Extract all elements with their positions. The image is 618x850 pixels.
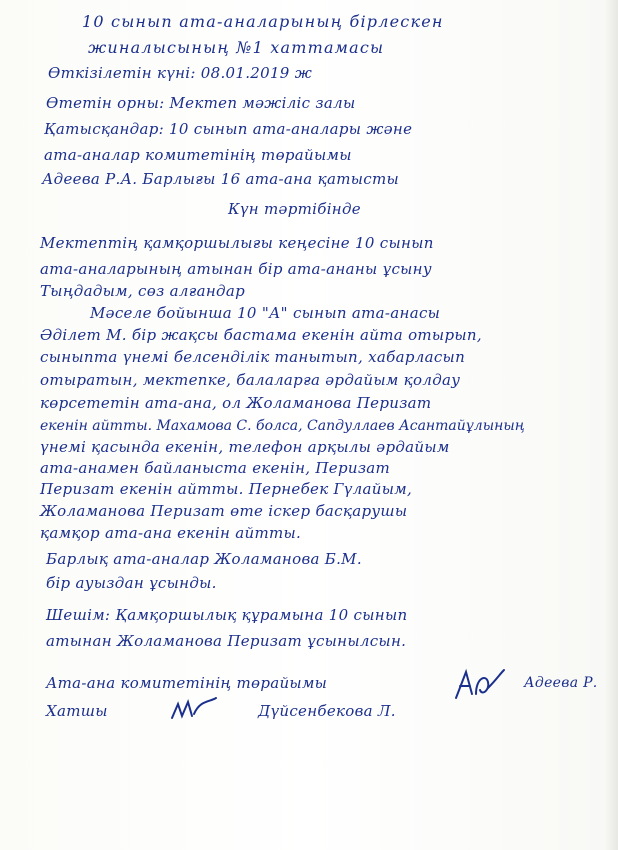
secretary-signature bbox=[168, 694, 220, 724]
support-line-2: бір ауыздан ұсынды. bbox=[46, 574, 217, 592]
body-line-6: екенін айтты. Махамова С. болса, Сапдуллаев Асантайұлының bbox=[40, 418, 525, 434]
body-line-2: Әділет М. бір жақсы бастама екенін айта отырып, bbox=[40, 326, 482, 344]
agenda-heading: Күн тәртібінде bbox=[228, 200, 361, 218]
place-line: Өтетін орны: Мектеп мәжіліс залы bbox=[46, 94, 356, 112]
participants-line-2: ата-аналар комитетінің төрайымы bbox=[44, 146, 352, 164]
body-line-9: Перизат екенін айтты. Пернебек Гүлайым, bbox=[40, 480, 413, 498]
secretary-label: Хатшы bbox=[46, 702, 108, 720]
support-line-1: Барлық ата-аналар Жоламанова Б.М. bbox=[46, 550, 362, 568]
participants-line-3: Адеева Р.А. Барлығы 16 ата-ана қатысты bbox=[42, 170, 399, 188]
decision-line-2: атынан Жоламанова Перизат ұсынылсын. bbox=[46, 632, 407, 650]
title-line-2: жиналысының №1 хаттамасы bbox=[88, 38, 385, 57]
body-line-5: көрсететін ата-ана, ол Жоламанова Перизат bbox=[40, 394, 432, 412]
agenda-line-2: ата-аналарының атынан бір ата-ананы ұсыну bbox=[40, 260, 432, 278]
participants-line-1: Қатысқандар: 10 сынып ата-аналары және bbox=[44, 120, 413, 138]
body-line-1: Мәселе бойынша 10 "А" сынып ата-анасы bbox=[90, 304, 441, 322]
agenda-line-1: Мектептің қамқоршылығы кеңесіне 10 сынып bbox=[40, 234, 434, 252]
secretary-name: Дүйсенбекова Л. bbox=[258, 702, 396, 720]
body-line-8: ата-анамен байланыста екенін, Перизат bbox=[40, 459, 391, 477]
body-line-11: қамқор ата-ана екенін айтты. bbox=[40, 524, 302, 542]
chair-signature bbox=[452, 664, 512, 704]
decision-line-1: Шешім: Қамқоршылық құрамына 10 сынып bbox=[46, 606, 408, 624]
chair-label: Ата-ана комитетінің төрайымы bbox=[46, 674, 328, 692]
title-line-1: 10 сынып ата-аналарының бірлескен bbox=[82, 12, 444, 31]
body-line-7: үнемі қасында екенін, телефон арқылы әрдайым bbox=[40, 438, 450, 456]
body-line-3: сыныпта үнемі белсенділік танытып, хабарласып bbox=[40, 348, 466, 366]
date-line: Өткізілетін күні: 08.01.2019 ж bbox=[48, 64, 313, 82]
paper-edge-shadow bbox=[604, 0, 618, 850]
agenda-line-3: Тыңдадым, сөз алғандар bbox=[40, 282, 245, 300]
chair-name: Адеева Р. bbox=[524, 675, 598, 691]
body-line-10: Жоламанова Перизат өте іскер басқарушы bbox=[40, 502, 408, 520]
body-line-4: отыратын, мектепке, балаларға әрдайым қолдау bbox=[40, 371, 461, 389]
